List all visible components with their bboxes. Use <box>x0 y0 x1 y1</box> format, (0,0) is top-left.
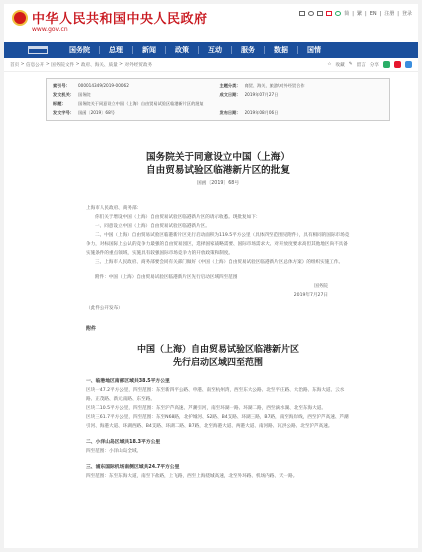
register-link[interactable]: 注册 <box>384 11 395 17</box>
page-tools <box>327 61 412 68</box>
document <box>46 78 390 481</box>
salutation: 上海市人民政府、商务部： <box>86 206 142 211</box>
breadcrumb-category[interactable]: 政府、海关、质量 <box>80 62 118 68</box>
signer: 国务院 <box>314 284 328 289</box>
nav-item-premier[interactable]: 总理 <box>109 46 123 54</box>
breadcrumb-docs[interactable]: 国务院文件 <box>51 62 75 68</box>
wechat-icon[interactable] <box>335 11 341 16</box>
annex-title-line: 中国（上海）自由贸易试验区临港新片区 <box>136 345 299 355</box>
mail-icon[interactable] <box>299 11 305 16</box>
meta-category: 商贸、海关、旅游\对外经贸合作 <box>244 83 305 88</box>
document-body <box>46 151 390 481</box>
sign-date: 2019年7月27日 <box>293 293 328 298</box>
comment-link[interactable]: 留言 <box>356 62 366 68</box>
meta-label: 成文日期： <box>219 92 241 97</box>
document-meta <box>46 78 390 121</box>
document-number: 国函〔2019〕68号 <box>196 181 240 186</box>
nav-item-service[interactable]: 服务 <box>241 46 255 54</box>
weibo-icon[interactable] <box>326 11 332 16</box>
share-link[interactable]: 分享 <box>369 62 379 68</box>
section-heading: 三、浦东国际机场南侧区域共24.7平方公里 <box>86 465 180 470</box>
breadcrumb-info[interactable]: 信息公开 <box>25 62 45 68</box>
home-icon <box>28 46 48 54</box>
page-frame <box>4 4 418 548</box>
section-heading: 二、小洋山岛区域共18.3平方公里 <box>86 440 161 445</box>
breadcrumb-home[interactable]: 首页 <box>10 62 20 68</box>
nav-item-state-council[interactable]: 国务院 <box>69 46 90 54</box>
lang-simplified-link[interactable]: 简 <box>344 11 350 17</box>
meta-publish-date: 2019年08月06日 <box>244 110 279 115</box>
meta-doc-no: 国函〔2019〕68号 <box>78 110 115 115</box>
meta-label: 主题分类： <box>219 83 241 88</box>
section-heading: 一、临港地区南部区域共38.5平方公里 <box>86 379 170 384</box>
nav-item-policy[interactable]: 政策 <box>175 46 189 54</box>
title-line: 自由贸易试验区临港新片区的批复 <box>146 165 290 176</box>
pencil-icon[interactable]: ✎ <box>348 62 353 67</box>
paragraph: 你们关于增设中国（上海）自由贸易试验区临港新片区的请示收悉。现批复如下： <box>95 215 261 220</box>
meta-title: 国务院关于同意设立中国（上海）自由贸易试验区临港新片区的批复 <box>78 101 204 106</box>
favorite-link[interactable]: 收藏 <box>335 62 345 68</box>
annex-label: 附件 <box>86 326 97 332</box>
lang-traditional-link[interactable]: 繁 <box>356 11 362 17</box>
nav-home[interactable] <box>16 42 60 58</box>
annex-title-line: 先行启动区域四至范围 <box>172 358 263 368</box>
document-title <box>86 151 350 177</box>
lang-english-link[interactable]: EN <box>369 10 377 17</box>
login-link[interactable]: 登录 <box>401 11 412 17</box>
meta-label: 发文机关： <box>53 92 74 97</box>
meta-issuer: 国务院 <box>78 92 91 97</box>
annex-title <box>86 344 350 370</box>
public-note: （此件公开发布） <box>86 306 123 311</box>
site-header <box>4 4 418 42</box>
section-text: 四至范围：东至东海大道，南至下盐路，上飞路，西至上海绕城高速，北至外环路、机场内路、天一路。 <box>86 474 298 479</box>
section-text: 区块一47.2平方公里，四至范围：东至新四平公路、申港、南至杭州湾，西至东大公路、北至平庄路、大治路、东海大道、云水路、正茂路、新元南路、东至路。 <box>86 388 345 402</box>
paragraph: 二、中国（上海）自由贸易试验区临港新片区先行启动面积为119.5平方公里（具体四至范围见附件），具有相同的国际市场竞争力，对标国际上公认的竞争力最强的自由贸易园区，选择国家战略需要、国际市场需求大、对开放度要求高但其他地区尚不具备实施条件的重点领域，实施具有较强国际市场竞争力的开放政策和制度。 <box>86 233 350 256</box>
main-nav <box>4 42 418 58</box>
nav-item-news[interactable]: 新闻 <box>142 46 156 54</box>
paragraph: 一、同意设立中国（上海）自由贸易试验区临港新片区。 <box>95 224 210 229</box>
weibo-share-icon[interactable] <box>394 61 401 68</box>
qzone-share-icon[interactable] <box>405 61 412 68</box>
section-text: 区块三61.7平方公里，四至范围：东至N68路，北护城河、S2路、B4支路、环湖三路，B7路，南至海岸线，西至沪芦高速、芦潮引河、海港大道、环湖西路、B4支路、环湖二路、B7路，北至海港大道、两港大道、南河路、瓦洪公路、北至沪芦高速。 <box>86 415 349 429</box>
paragraph: 三、上海市人民政府、商务部要会同有关部门做好《中国（上海）自由贸易试验区临港新片区总体方案》的组织实施工作。 <box>95 260 344 265</box>
star-icon[interactable]: ☆ <box>327 62 332 67</box>
app-icon[interactable] <box>308 11 314 16</box>
wechat-share-icon[interactable] <box>383 61 390 68</box>
meta-written-date: 2019年07月27日 <box>244 92 279 97</box>
nav-item-data[interactable]: 数据 <box>274 46 288 54</box>
meta-label: 索引号： <box>53 83 70 88</box>
title-line: 国务院关于同意设立中国（上海） <box>146 152 290 163</box>
section-text: 四至范围：小洋山岛全域。 <box>86 449 142 454</box>
meta-label: 标题： <box>53 101 66 106</box>
site-url: www.gov.cn <box>32 26 68 33</box>
top-links: 简 | 繁 | EN | 注册 | 登录 <box>299 10 412 17</box>
section-text: 区块二10.5平方公里，四至范围：东至沪芦高速、芦潮引河，南至环湖一路、环湖二路，西至滴水湖、北至东海大道。 <box>86 406 326 411</box>
site-title[interactable]: 中华人民共和国中央人民政府 <box>32 12 208 27</box>
breadcrumb: 首页 > 信息公开 > 国务院文件 > 政府、海关、质量 > 对外经贸政务 ☆ 收藏 ✎ 留言 分享 <box>4 58 418 72</box>
meta-label: 发文字号： <box>53 110 74 115</box>
national-emblem-icon[interactable] <box>12 10 28 26</box>
breadcrumb-current[interactable]: 对外经贸政务 <box>124 62 153 68</box>
nav-item-interaction[interactable]: 互动 <box>208 46 222 54</box>
attachment-note[interactable]: 附件：中国（上海）自由贸易试验区临港新片区先行启动区域四至范围 <box>95 275 238 280</box>
meta-index-no: 000014349/2019-00062 <box>78 83 129 88</box>
meta-label: 发布日期： <box>219 110 241 115</box>
mobile-icon[interactable] <box>317 11 323 16</box>
nav-item-national[interactable]: 国情 <box>307 46 321 54</box>
